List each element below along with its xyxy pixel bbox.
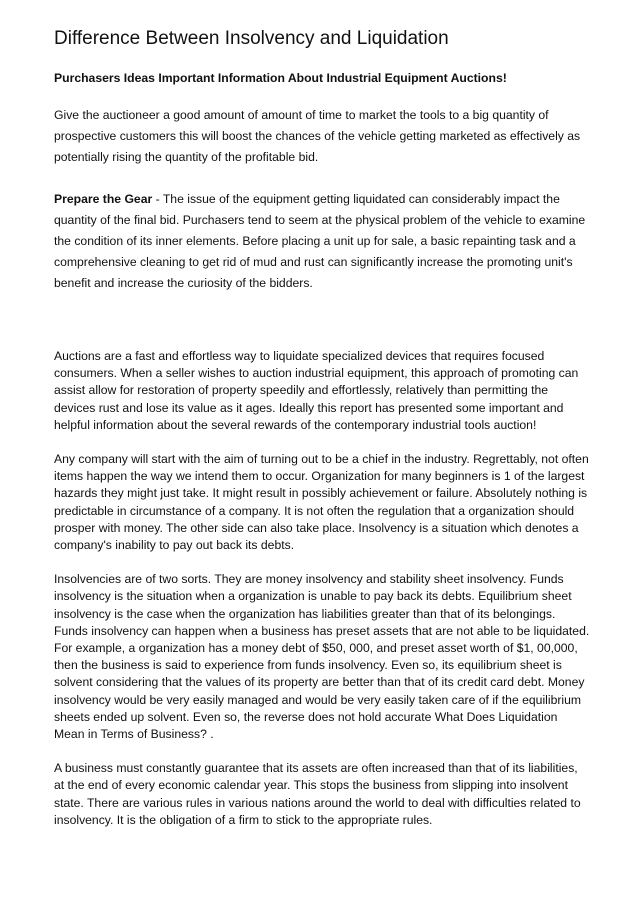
paragraph-text: Give the auctioneer a good amount of amount of time to market the tools to a big quantity of prospective customers this will boost the chances of the vehicle getting marketed as effectively as potentially rising the quantity of the profitable bid. [54, 108, 581, 164]
paragraph-text: Insolvencies are of two sorts. They are money insolvency and stability sheet insolvency. Funds insolvency is the situation when a organization is unable to pay back its debts. Equilibrium sheet insolvency is the case when the organization has liabilities greater than that of its belongings. Funds insolvency can happen when a business has preset assets that are not able to be liquidated. For example, a organization has a money debt of $50, 000, and preset asset worth of $1, 00,000, then the business is said to experience from funds insolvency. Even so, its equilibrium sheet is solvent considering that the values of its property are better than that of its credit card debt. Money insolvency would be very easily managed and would be very easily taken care of if the equilibrium sheets ended up solvent. Even so, the reverse does not hold accurate What Does Liquidation Mean in Terms of Business? . [54, 572, 590, 742]
article-subtitle: Purchasers Ideas Important Information About Industrial Equipment Auctions! [54, 71, 507, 85]
paragraph-business-assets [54, 760, 590, 829]
paragraph-auctions [54, 348, 590, 434]
paragraph-text: Any company will start with the aim of turning out to be a chief in the industry. Regrettably, not often items happen the way we intend them to occur. Organization for many beginners is 1 of the largest hazards they might just take. It might result in possibly achievement or failure. Absolutely nothing is predictable in circumstance of a company. It is not often the regulation that a organization should prosper with money. The other side can also take place. Insolvency is a situation which denotes a company's inability to pay out back its debts. [54, 452, 589, 553]
page-title: Difference Between Insolvency and Liquidation [54, 28, 449, 49]
paragraph-insolvency-types [54, 571, 590, 743]
paragraph-text: - The issue of the equipment getting liquidated can considerably impact the quantity of the final bid. Purchasers tend to seem at the physical problem of the vehicle to examine the condition of its inner elements. Before placing a unit up for sale, a basic repainting task and a comprehensive cleaning to get rid of mud and rust can significantly increase the promoting unit's benefit and increase the curiosity of the bidders. [54, 192, 586, 290]
paragraph-company-aims [54, 451, 590, 554]
paragraph-text: Auctions are a fast and effortless way to liquidate specialized devices that requires focused consumers. When a seller wishes to auction industrial equipment, this approach of promoting can assist allow for restoration of property speedily and effortlessly, relatively than permitting the devices rust and lose its value as it ages. Ideally this report has presented some important and helpful information about the several rewards of the contemporary industrial tools auction! [54, 349, 579, 432]
paragraph-auctioneer [54, 105, 590, 168]
paragraph-prepare-gear [54, 189, 590, 294]
document-page [54, 26, 590, 829]
paragraph-text: A business must constantly guarantee that its assets are often increased than that of its liabilities, at the end of every economic calendar year. This stops the business from slipping into insolvent state. There are various rules in various nations around the world to deal with difficulties related to insolvency. It is the obligation of a firm to stick to the appropriate rules. [54, 761, 581, 827]
paragraph-lead: Prepare the Gear [54, 192, 153, 206]
